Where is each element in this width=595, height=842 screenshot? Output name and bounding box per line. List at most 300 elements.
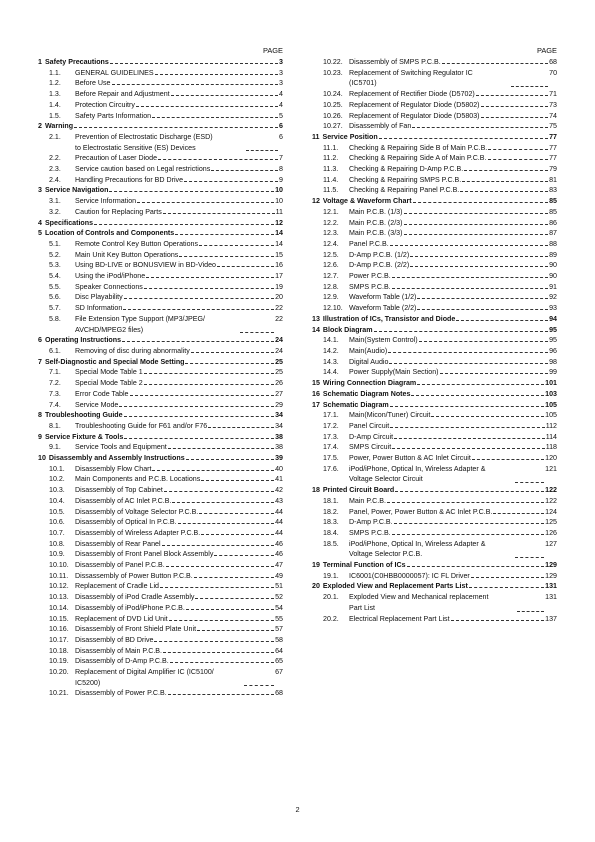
toc-subsection[interactable] <box>38 367 283 378</box>
toc-section[interactable] <box>312 389 557 400</box>
toc-number: 3.1. <box>49 197 61 206</box>
toc-subsection[interactable] <box>38 507 283 518</box>
toc-number: 10.21. <box>49 689 69 698</box>
dot-leader <box>178 523 275 524</box>
toc-section[interactable] <box>38 432 283 443</box>
toc-subsection[interactable] <box>38 207 283 218</box>
toc-page: 65 <box>275 657 283 666</box>
toc-title: iPod/iPhone, Optical In, Wireless Adapter & Voltage Selector P.C.B. <box>349 539 486 559</box>
toc-number: 10.6. <box>49 518 65 527</box>
toc-page: 89 <box>549 250 557 259</box>
toc-subsection[interactable] <box>38 292 283 303</box>
toc-subsection[interactable] <box>312 571 557 582</box>
dot-leader <box>412 127 548 128</box>
toc-page: 129 <box>545 561 557 570</box>
toc-title: Checking & Repairing Side B of Main P.C.B. <box>349 143 488 152</box>
dot-leader <box>456 320 548 321</box>
toc-page: 85 <box>549 197 557 206</box>
toc-page: 6 <box>279 122 283 131</box>
toc-subsection[interactable] <box>312 164 557 175</box>
toc-section[interactable] <box>312 325 557 336</box>
toc-subsection[interactable] <box>312 303 557 314</box>
toc-number: 16 <box>312 389 320 398</box>
toc-subsection[interactable] <box>38 592 283 603</box>
toc-section[interactable] <box>312 196 557 207</box>
page-column-header: PAGE <box>263 46 283 55</box>
toc-number: 5.3. <box>49 261 61 270</box>
toc-section[interactable] <box>312 132 557 143</box>
toc-subsection[interactable] <box>38 571 283 582</box>
dot-leader <box>410 266 548 267</box>
toc-title: Main P.C.B. <box>349 496 386 505</box>
toc-number: 4 <box>38 218 42 227</box>
toc-subsection[interactable] <box>312 421 557 432</box>
dot-leader <box>144 288 274 289</box>
toc-subsection[interactable] <box>312 614 557 625</box>
toc-page: 96 <box>549 346 557 355</box>
toc-number: 17.5. <box>323 454 339 463</box>
toc-title: Disassembly and Assembly Instructions <box>48 454 185 463</box>
toc-title: Service caution based on Legal restrictions <box>75 165 211 174</box>
toc-subsection[interactable] <box>312 218 557 229</box>
toc-page: 15 <box>275 250 283 259</box>
dot-leader <box>144 384 274 385</box>
dot-leader <box>374 331 549 332</box>
dot-leader <box>163 652 274 653</box>
toc-title: Schematic Diagram Notes <box>322 389 411 398</box>
toc-number: 10.2. <box>49 475 65 484</box>
dot-leader <box>517 611 544 612</box>
toc-number: 20.1. <box>323 593 339 602</box>
toc-page: 10 <box>275 186 283 195</box>
toc-subsection[interactable] <box>312 100 557 111</box>
toc-subsection[interactable] <box>38 260 283 271</box>
dot-leader <box>137 202 274 203</box>
toc-subsection[interactable] <box>312 271 557 282</box>
toc-subsection[interactable] <box>38 271 283 282</box>
toc-page: 44 <box>275 518 283 527</box>
toc-number: 17 <box>312 400 320 409</box>
toc-title: Main(Audio) <box>349 346 388 355</box>
toc-subsection[interactable] <box>312 239 557 250</box>
toc-subsection[interactable] <box>38 378 283 389</box>
toc-number: 5.1. <box>49 239 61 248</box>
toc-title: Checking & Repairing Side A of Main P.C.B. <box>349 154 487 163</box>
toc-title: Using BD-LIVE or BONUSVIEW in BD-Video <box>75 261 217 270</box>
toc-number: 2.1. <box>49 132 61 141</box>
toc-subsection[interactable] <box>312 528 557 539</box>
toc-column-left <box>38 46 283 699</box>
toc-subsection[interactable] <box>312 282 557 293</box>
toc-page: 40 <box>275 464 283 473</box>
toc-number: 7.2. <box>49 379 61 388</box>
toc-page: 70 <box>549 68 558 77</box>
dot-leader <box>179 256 274 257</box>
toc-title: File Extension Type Support (MP3/JPEG/ AVCHD/MPEG2 files) <box>75 314 205 334</box>
toc-title: Precaution of Laser Diode <box>75 154 158 163</box>
toc-subsection[interactable] <box>38 421 283 432</box>
dot-leader <box>163 213 275 214</box>
toc-number: 5.2. <box>49 250 61 259</box>
toc-page: 38 <box>275 432 283 441</box>
toc-subsection[interactable] <box>312 539 557 560</box>
toc-title: Main(System Control) <box>349 336 418 345</box>
toc-number: 10.27. <box>323 122 343 131</box>
dot-leader <box>246 150 278 151</box>
toc-title: Replacement of Switching Regulator IC (IC5701) <box>349 68 473 88</box>
toc-title: Disassembly of AC Inlet P.C.B. <box>75 496 172 505</box>
dot-leader <box>154 641 274 642</box>
toc-title: Power P.C.B. <box>349 272 391 281</box>
toc-page: 87 <box>549 229 557 238</box>
toc-subsection[interactable] <box>38 400 283 411</box>
toc-subsection[interactable] <box>312 453 557 464</box>
toc-page: 95 <box>549 336 557 345</box>
dot-leader <box>211 170 278 171</box>
dot-leader <box>186 609 274 610</box>
toc-title: Disassembly of Rear Panel <box>75 539 161 548</box>
dot-leader <box>217 266 274 267</box>
toc-number: 10.25. <box>323 100 343 109</box>
toc-section[interactable] <box>38 185 283 196</box>
toc-title: GENERAL GUIDELINES <box>75 68 154 77</box>
toc-page: 122 <box>545 486 557 495</box>
toc-page: 129 <box>545 571 557 580</box>
toc-title: Digital Audio <box>349 357 389 366</box>
toc-number: 6 <box>38 336 42 345</box>
toc-number: 10.1. <box>49 464 65 473</box>
toc-subsection[interactable] <box>38 581 283 592</box>
toc-title: Handling Precautions for BD Drive <box>75 175 184 184</box>
toc-number: 12.1. <box>323 207 339 216</box>
toc-section[interactable] <box>38 335 283 346</box>
toc-title: Disassembly of BD Drive <box>75 635 154 644</box>
toc-title: iPod/iPhone, Optical In, Wireless Adapter & Voltage Selector Circuit <box>349 464 486 484</box>
toc-number: 18.4. <box>323 528 339 537</box>
toc-subsection[interactable] <box>312 111 557 122</box>
dot-leader <box>199 513 274 514</box>
toc-number: 17.6. <box>323 464 339 473</box>
toc-subsection[interactable] <box>312 367 557 378</box>
dot-leader <box>168 694 274 695</box>
toc-subsection[interactable] <box>312 185 557 196</box>
dot-leader <box>388 352 548 353</box>
toc-subsection[interactable] <box>312 592 557 613</box>
toc-subsection[interactable] <box>312 464 557 485</box>
dot-leader <box>392 288 548 289</box>
toc-number: 3 <box>38 186 42 195</box>
toc-subsection[interactable] <box>312 143 557 154</box>
toc-number: 10.5. <box>49 507 65 516</box>
toc-title: Troubleshooting Guide <box>44 411 123 420</box>
toc-section[interactable] <box>38 121 283 132</box>
toc-page: 4 <box>279 90 283 99</box>
toc-title: Disassembly of iPod/iPhone P.C.B. <box>75 603 185 612</box>
toc-subsection[interactable] <box>312 121 557 132</box>
toc-section[interactable] <box>38 453 283 464</box>
toc-subsection[interactable] <box>312 228 557 239</box>
toc-subsection[interactable] <box>312 57 557 68</box>
dot-leader <box>392 534 544 535</box>
dot-leader <box>184 181 278 182</box>
toc-subsection[interactable] <box>38 646 283 657</box>
toc-page: 7 <box>279 154 283 163</box>
toc-subsection[interactable] <box>38 68 283 79</box>
toc-subsection[interactable] <box>312 507 557 518</box>
toc-section[interactable] <box>38 228 283 239</box>
toc-subsection[interactable] <box>38 517 283 528</box>
toc-subsection[interactable] <box>312 260 557 271</box>
dot-leader <box>194 577 274 578</box>
toc-section[interactable] <box>312 560 557 571</box>
toc-subsection[interactable] <box>312 410 557 421</box>
page-number: 2 <box>295 805 300 814</box>
dot-leader <box>201 534 274 535</box>
toc-number: 10.18. <box>49 646 69 655</box>
toc-page: 90 <box>549 261 557 270</box>
toc-page: 22 <box>275 304 283 313</box>
toc-number: 14.1. <box>323 336 339 345</box>
toc-subsection[interactable] <box>312 496 557 507</box>
toc-subsection[interactable] <box>38 667 283 688</box>
toc-page: 79 <box>549 165 557 174</box>
toc-subsection[interactable] <box>38 485 283 496</box>
dot-leader <box>214 555 274 556</box>
toc-subsection[interactable] <box>312 335 557 346</box>
dot-leader <box>155 74 278 75</box>
toc-subsection[interactable] <box>38 303 283 314</box>
toc-title: Disassembly of Main P.C.B. <box>75 646 162 655</box>
toc-subsection[interactable] <box>38 539 283 550</box>
toc-page: 44 <box>275 528 283 537</box>
toc-subsection[interactable] <box>38 346 283 357</box>
toc-number: 10.26. <box>323 111 343 120</box>
toc-subsection[interactable] <box>38 603 283 614</box>
toc-number: 20 <box>312 582 320 591</box>
toc-subsection[interactable] <box>312 153 557 164</box>
toc-subsection[interactable] <box>38 560 283 571</box>
dot-leader <box>171 95 278 96</box>
toc-subsection[interactable] <box>38 78 283 89</box>
toc-page: 94 <box>549 314 557 323</box>
dot-leader <box>390 245 548 246</box>
toc-subsection[interactable] <box>312 346 557 357</box>
toc-subsection[interactable] <box>312 175 557 186</box>
dot-leader <box>390 427 544 428</box>
toc-section[interactable] <box>312 314 557 325</box>
toc-column-right <box>312 46 557 624</box>
toc-subsection[interactable] <box>38 656 283 667</box>
toc-title: Disassembly of iPod Cradle Assembly <box>75 593 195 602</box>
toc-number: 1.5. <box>49 111 61 120</box>
toc-title: Checking & Repairing Panel P.C.B. <box>349 186 460 195</box>
toc-title: Replacement of DVD Lid Unit <box>75 614 168 623</box>
toc-page: 12 <box>275 218 283 227</box>
dot-leader <box>94 224 274 225</box>
toc-page: 71 <box>549 90 557 99</box>
toc-title: D-Amp P.C.B. <box>349 518 393 527</box>
dot-leader <box>172 502 274 503</box>
toc-section[interactable] <box>38 218 283 229</box>
toc-page: 42 <box>275 486 283 495</box>
toc-title: Before Use <box>75 79 111 88</box>
toc-title: Checking & Repairing SMPS P.C.B. <box>349 175 462 184</box>
toc-page: 24 <box>275 336 283 345</box>
dot-leader <box>124 298 274 299</box>
toc-page: 74 <box>549 111 557 120</box>
toc-title: Self-Diagnostic and Special Mode Setting <box>44 357 185 366</box>
toc-section[interactable] <box>312 378 557 389</box>
toc-number: 10.20. <box>49 668 69 677</box>
toc-number: 10.17. <box>49 635 69 644</box>
toc-title: Dissassembly of Power Button P.C.B. <box>75 571 193 580</box>
toc-subsection[interactable] <box>38 442 283 453</box>
toc-subsection[interactable] <box>38 474 283 485</box>
toc-number: 10.19. <box>49 657 69 666</box>
toc-subsection[interactable] <box>312 292 557 303</box>
dot-leader <box>417 298 548 299</box>
toc-number: 18.2. <box>323 507 339 516</box>
toc-title: Replacement of Regulator Diode (D5803) <box>349 111 480 120</box>
toc-section[interactable] <box>312 581 557 592</box>
toc-subsection[interactable] <box>312 517 557 528</box>
dot-leader <box>166 566 274 567</box>
dot-leader <box>469 587 544 588</box>
toc-list-right <box>312 57 557 624</box>
toc-subsection[interactable] <box>38 196 283 207</box>
dot-leader <box>419 341 549 342</box>
toc-subsection[interactable] <box>312 207 557 218</box>
toc-number: 1.2. <box>49 79 61 88</box>
toc-subsection[interactable] <box>312 89 557 100</box>
dot-leader <box>160 587 274 588</box>
toc-page: 112 <box>545 421 557 430</box>
toc-page: 125 <box>545 518 557 527</box>
toc-subsection[interactable] <box>38 314 283 335</box>
toc-subsection[interactable] <box>38 89 283 100</box>
toc-section[interactable] <box>38 410 283 421</box>
toc-title: Disassembly of Voltage Selector P.C.B. <box>75 507 199 516</box>
dot-leader <box>152 117 278 118</box>
toc-subsection[interactable] <box>38 164 283 175</box>
toc-subsection[interactable] <box>38 111 283 122</box>
toc-page: 9 <box>279 175 283 184</box>
toc-number: 3.2. <box>49 207 61 216</box>
toc-title: Service Information <box>75 197 137 206</box>
toc-number: 5.7. <box>49 304 61 313</box>
dot-leader <box>410 256 548 257</box>
toc-title: Disassembly of Optical In P.C.B. <box>75 518 177 527</box>
dot-leader <box>164 491 274 492</box>
toc-subsection[interactable] <box>312 68 557 89</box>
toc-subsection[interactable] <box>312 357 557 368</box>
toc-number: 10.12. <box>49 582 69 591</box>
toc-number: 10.13. <box>49 593 69 602</box>
toc-subsection[interactable] <box>38 496 283 507</box>
dot-leader <box>197 630 274 631</box>
dot-leader <box>201 480 274 481</box>
toc-number: 11.5. <box>323 186 339 195</box>
toc-number: 1.3. <box>49 90 61 99</box>
toc-page: 101 <box>545 379 557 388</box>
toc-subsection[interactable] <box>38 132 283 153</box>
toc-subsection[interactable] <box>38 175 283 186</box>
toc-page: 19 <box>275 282 283 291</box>
toc-title: Caution for Replacing Parts <box>75 207 162 216</box>
toc-page: 14 <box>275 239 283 248</box>
toc-section[interactable] <box>38 357 283 368</box>
dot-leader <box>130 395 275 396</box>
toc-subsection[interactable] <box>38 464 283 475</box>
dot-leader <box>74 127 278 128</box>
toc-title: Special Mode Table 1 <box>75 368 143 377</box>
toc-subsection[interactable] <box>38 549 283 560</box>
dot-leader <box>411 395 544 396</box>
toc-number: 10.8. <box>49 539 65 548</box>
toc-subsection[interactable] <box>38 614 283 625</box>
toc-subsection[interactable] <box>38 239 283 250</box>
toc-number: 1.1. <box>49 68 61 77</box>
toc-section[interactable] <box>38 57 283 68</box>
toc-number: 17.4. <box>323 443 339 452</box>
toc-page: 41 <box>275 475 283 484</box>
toc-title: Remote Control Key Button Operations <box>75 239 199 248</box>
dot-leader <box>390 406 544 407</box>
toc-title: Disassembly of Front Panel Block Assembly <box>75 550 214 559</box>
dot-leader <box>404 234 549 235</box>
toc-page: 25 <box>275 368 283 377</box>
toc-subsection[interactable] <box>38 282 283 293</box>
toc-page: 86 <box>549 218 557 227</box>
toc-page: 64 <box>275 646 283 655</box>
toc-number: 9.1. <box>49 443 61 452</box>
dot-leader <box>124 438 274 439</box>
toc-title: Block Diagram <box>322 325 373 334</box>
toc-subsection[interactable] <box>38 100 283 111</box>
toc-title: Service Fixture & Tools <box>44 432 124 441</box>
dot-leader <box>395 491 544 492</box>
toc-title: Exploded View and Mechanical replacement Part List <box>349 593 489 612</box>
toc-title: D-Amp P.C.B. (2/2) <box>349 261 410 270</box>
toc-subsection[interactable] <box>38 688 283 699</box>
toc-subsection[interactable] <box>312 432 557 443</box>
toc-subsection[interactable] <box>312 250 557 261</box>
toc-section[interactable] <box>312 400 557 411</box>
toc-subsection[interactable] <box>38 624 283 635</box>
toc-page: 11 <box>275 207 283 216</box>
toc-subsection[interactable] <box>38 528 283 539</box>
toc-number: 5.5. <box>49 282 61 291</box>
toc-page: 98 <box>549 357 557 366</box>
toc-subsection[interactable] <box>38 250 283 261</box>
dot-leader <box>144 373 274 374</box>
toc-page: 29 <box>275 400 283 409</box>
toc-page: 114 <box>545 432 557 441</box>
toc-number: 10.23. <box>323 68 343 77</box>
toc-page: 124 <box>545 507 557 516</box>
toc-subsection[interactable] <box>38 153 283 164</box>
toc-number: 5.4. <box>49 272 61 281</box>
toc-title: Service Tools and Equipment <box>75 443 167 452</box>
dot-leader <box>158 159 278 160</box>
toc-subsection[interactable] <box>38 389 283 400</box>
toc-page: 22 <box>275 314 283 323</box>
toc-subsection[interactable] <box>38 635 283 646</box>
toc-section[interactable] <box>312 485 557 496</box>
toc-page: 46 <box>275 550 283 559</box>
toc-subsection[interactable] <box>312 442 557 453</box>
dot-leader <box>379 138 548 139</box>
